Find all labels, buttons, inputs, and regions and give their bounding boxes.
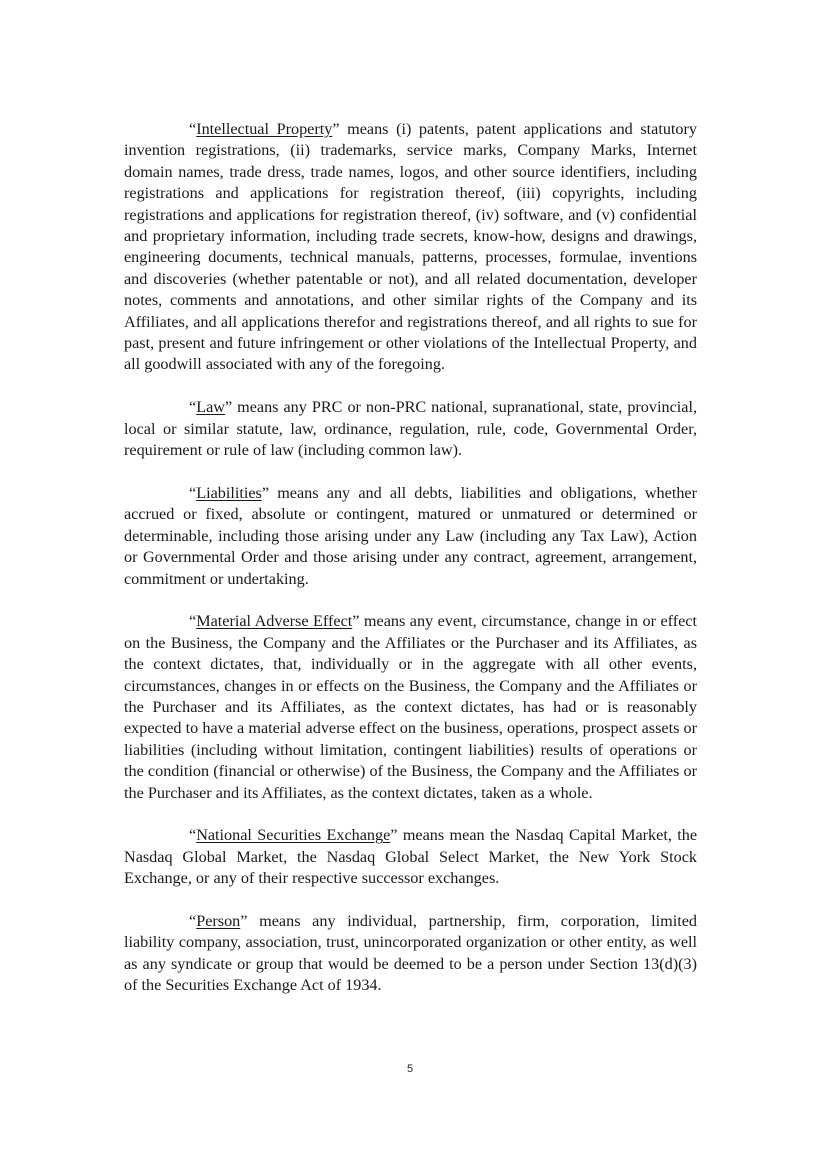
definition-text: ” means (i) patents, patent applications and statutory invention registrations, (ii) trademarks, service marks, Company Marks, Internet domain names, trade dress, trade names, logos, and other source identifiers, including registrations and applications for registration thereof, (iii) copyrights, including registrations and applications for registration thereof, (iv) software, and (v) confidential and proprietary information, including trade secrets, know-how, designs and drawings, engineering documents, technical manuals, patterns, processes, formulae, inventions and discoveries (whether patentable or not), and all related documentation, developer notes, comments and annotations, and other similar rights of the Company and its Affiliates, and all applications therefor and registrations thereof, and all rights to sue for past, present and future infringement or other violations of the Intellectual Property, and all goodwill associated with any of the foregoing. bbox=[124, 120, 697, 374]
defined-term: Material Adverse Effect bbox=[196, 612, 353, 631]
definition-text: ” means any PRC or non-PRC national, supranational, state, provincial, local or similar statute, law, ordinance, regulation, rule, code, Governmental Order, requirement or rule of law (including common law). bbox=[124, 398, 697, 460]
open-quote: “ bbox=[189, 911, 197, 930]
defined-term: National Securities Exchange bbox=[196, 826, 391, 845]
definition-intellectual-property bbox=[124, 119, 697, 376]
defined-term: Person bbox=[196, 911, 241, 930]
open-quote: “ bbox=[189, 398, 197, 417]
defined-term: Intellectual Property bbox=[196, 120, 333, 138]
page-number: 5 bbox=[406, 1063, 414, 1075]
definition-person bbox=[124, 911, 697, 997]
definition-material-adverse-effect bbox=[124, 611, 697, 804]
definition-law bbox=[124, 397, 697, 461]
defined-term: Liabilities bbox=[196, 483, 262, 502]
defined-term: Law bbox=[196, 398, 225, 417]
definition-liabilities bbox=[124, 483, 697, 590]
definition-national-securities-exchange bbox=[124, 825, 697, 889]
open-quote: “ bbox=[189, 826, 197, 845]
definition-text: ” means any individual, partnership, firm, corporation, limited liability company, association, trust, unincorporated organization or other entity, as well as any syndicate or group that would be deemed to be a person under Section 13(d)(3) of the Securities Exchange Act of 1934. bbox=[124, 911, 697, 995]
document-page bbox=[124, 119, 697, 1018]
definition-text: ” means mean the Nasdaq Capital Market, the Nasdaq Global Market, the Nasdaq Global Select Market, the New York Stock Exchange, or any of their respective successor exchanges. bbox=[124, 826, 697, 888]
open-quote: “ bbox=[189, 612, 197, 631]
open-quote: “ bbox=[189, 120, 197, 138]
definition-text: ” means any and all debts, liabilities and obligations, whether accrued or fixed, absolute or contingent, matured or unmatured or determined or determinable, including those arising under any Law (including any Tax Law), Action or Governmental Order and those arising under any contract, agreement, arrangement, commitment or undertaking. bbox=[124, 483, 697, 588]
definition-text: ” means any event, circumstance, change in or effect on the Business, the Company and the Affiliates or the Purchaser and its Affiliates, as the context dictates, that, individually or in the aggregate with all other events, circumstances, changes in or effects on the Business, the Company and the Affiliates or the Purchaser and its Affiliates, as the context dictates, has had or is reasonably expected to have a material adverse effect on the business, operations, prospect assets or liabilities (including without limitation, contingent liabilities) results of operations or the condition (financial or otherwise) of the Business, the Company and the Affiliates or the Purchaser and its Affiliates, as the context dictates, taken as a whole. bbox=[124, 612, 697, 802]
open-quote: “ bbox=[189, 483, 197, 502]
